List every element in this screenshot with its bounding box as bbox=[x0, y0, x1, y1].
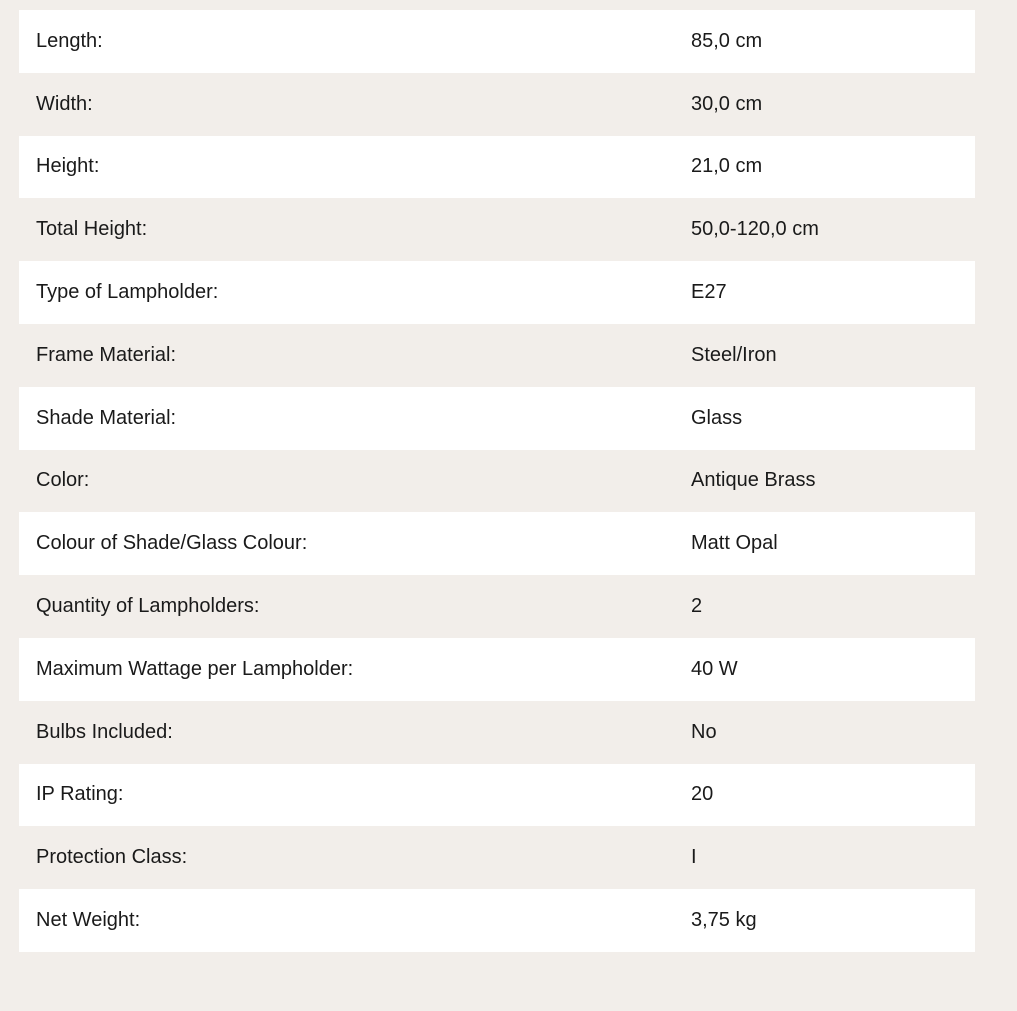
spec-row-lampholder-type bbox=[19, 261, 975, 324]
spec-value: 50,0-120,0 cm bbox=[691, 218, 819, 241]
spec-label: Quantity of Lampholders: bbox=[36, 595, 260, 618]
spec-value: 21,0 cm bbox=[691, 155, 763, 178]
spec-value: 85,0 cm bbox=[691, 29, 763, 52]
spec-value: Steel/Iron bbox=[691, 343, 777, 366]
spec-value: 20 bbox=[691, 783, 714, 806]
spec-label: Width: bbox=[36, 92, 93, 115]
spec-row-frame-material bbox=[19, 324, 975, 387]
spec-label: IP Rating: bbox=[36, 783, 124, 806]
spec-row-ip-rating bbox=[19, 764, 975, 827]
spec-row-length bbox=[19, 10, 975, 73]
spec-row-height bbox=[19, 136, 975, 199]
specifications-table bbox=[19, 10, 975, 952]
spec-value: 3,75 kg bbox=[691, 909, 757, 932]
spec-label: Bulbs Included: bbox=[36, 720, 173, 743]
spec-label: Frame Material: bbox=[36, 343, 177, 366]
spec-row-bulbs-included bbox=[19, 701, 975, 764]
spec-row-shade-colour bbox=[19, 512, 975, 575]
spec-label: Type of Lampholder: bbox=[36, 281, 219, 304]
spec-value: 40 W bbox=[691, 657, 738, 680]
spec-value: Glass bbox=[691, 406, 743, 429]
spec-row-protection-class bbox=[19, 826, 975, 889]
spec-row-shade-material bbox=[19, 387, 975, 450]
spec-value: E27 bbox=[691, 281, 727, 304]
spec-label: Maximum Wattage per Lampholder: bbox=[36, 657, 354, 680]
spec-value: 30,0 cm bbox=[691, 92, 763, 115]
spec-label: Net Weight: bbox=[36, 909, 141, 932]
spec-row-width bbox=[19, 73, 975, 136]
spec-row-net-weight bbox=[19, 889, 975, 952]
spec-label: Protection Class: bbox=[36, 846, 188, 869]
spec-label: Length: bbox=[36, 29, 103, 52]
spec-row-lampholder-quantity bbox=[19, 575, 975, 638]
spec-label: Total Height: bbox=[36, 218, 148, 241]
spec-value: I bbox=[691, 846, 697, 869]
spec-label: Shade Material: bbox=[36, 406, 177, 429]
spec-value: 2 bbox=[691, 595, 703, 618]
spec-label: Color: bbox=[36, 469, 90, 492]
spec-value: Matt Opal bbox=[691, 532, 778, 555]
spec-row-max-wattage bbox=[19, 638, 975, 701]
spec-row-total-height bbox=[19, 198, 975, 261]
spec-label: Colour of Shade/Glass Colour: bbox=[36, 532, 308, 555]
spec-label: Height: bbox=[36, 155, 100, 178]
spec-value: Antique Brass bbox=[691, 469, 816, 492]
spec-value: No bbox=[691, 720, 717, 743]
spec-row-color bbox=[19, 450, 975, 513]
